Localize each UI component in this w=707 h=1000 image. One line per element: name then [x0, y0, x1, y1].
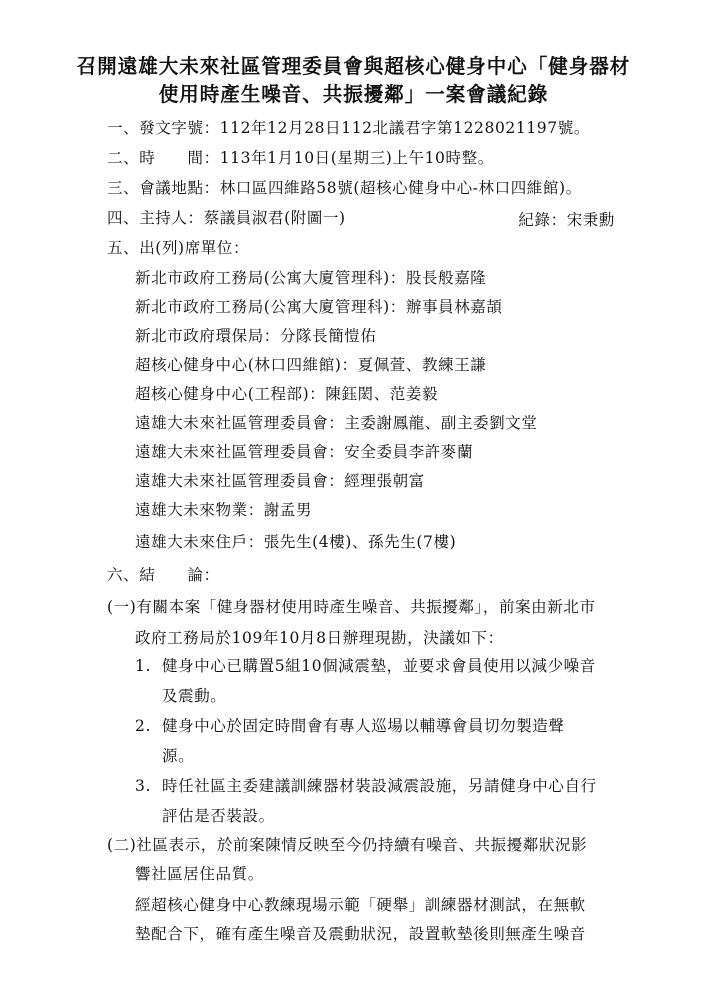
resolution-item-cont: 評估是否裝設。 [162, 807, 275, 825]
conclusion-paragraph-2: (二)社區表示，於前案陳情反映至今仍持續有噪音、共振擾鄰狀況影 [107, 836, 588, 854]
resolution-item: 健身中心已購置5組10個減震墊，並要求會員使用以減少噪音 [162, 657, 596, 675]
resolution-number: 1. [135, 657, 151, 675]
conclusion-paragraph-3: 經超核心健身中心教練現場示範「硬舉」訓練器材測試，在無軟 [135, 896, 586, 914]
resolution-item: 時任社區主委建議訓練器材裝設減震設施，另請健身中心自行 [162, 777, 597, 795]
resolution-number: 2. [135, 717, 151, 735]
conclusion-paragraph-2-cont: 響社區居住品質。 [135, 865, 264, 883]
chairperson-line: 四、主持人：蔡議員淑君(附圖一) [107, 209, 346, 227]
attendee-item: 新北市政府工務局(公寓大廈管理科)：股長般嘉隆 [135, 269, 487, 287]
attendee-item: 新北市政府環保局：分隊長簡愷佑 [135, 327, 377, 345]
attendee-item: 遠雄大未來住戶：張先生(4樓)、孫先生(7樓) [135, 533, 457, 551]
document-number-line: 一、發文字號：112年12月28日112北議君字第1228021197號。 [107, 119, 590, 137]
document-title-line-1: 召開遠雄大未來社區管理委員會與超核心健身中心「健身器材 [76, 54, 631, 78]
resolution-item-cont: 源。 [162, 747, 195, 765]
conclusion-paragraph-1-cont: 政府工務局於109年10月8日辦理現勘，決議如下： [135, 629, 504, 647]
resolution-number: 3. [135, 777, 151, 795]
conclusion-heading: 六、結 論： [107, 566, 220, 584]
resolution-item-cont: 及震動。 [162, 687, 227, 705]
conclusion-paragraph-3-cont: 墊配合下，確有產生噪音及震動狀況，設置軟墊後則無產生噪音 [135, 925, 586, 943]
attendee-item: 遠雄大未來社區管理委員會：主委謝鳳龍、副主委劉文堂 [135, 414, 538, 432]
attendee-item: 遠雄大未來社區管理委員會：安全委員李許麥蘭 [135, 443, 474, 461]
conclusion-paragraph-1: (一)有關本案「健身器材使用時產生噪音、共振擾鄰」，前案由新北市 [107, 598, 596, 616]
attendee-item: 遠雄大未來社區管理委員會：經理張朝富 [135, 472, 425, 490]
attendee-item: 超核心健身中心(林口四維館)：夏佩萱、教練王謙 [135, 356, 487, 374]
attendee-item: 超核心健身中心(工程部)：陳鈺閎、范姜毅 [135, 385, 439, 403]
attendees-heading: 五、出(列)席單位： [107, 239, 250, 257]
resolution-item: 健身中心於固定時間會有專人巡場以輔導會員切勿製造聲 [162, 717, 565, 735]
meeting-location-line: 三、會議地點：林口區四維路58號(超核心健身中心-林口四維館)。 [107, 179, 582, 197]
attendee-item: 遠雄大未來物業：謝孟男 [135, 501, 313, 519]
meeting-time-line: 二、時 間：113年1月10日(星期三)上午10時整。 [107, 149, 494, 167]
attendee-item: 新北市政府工務局(公寓大廈管理科)：辦事員林嘉頡 [135, 298, 503, 316]
recorder-line: 紀錄：宋秉勳 [518, 211, 615, 229]
document-title-line-2: 使用時產生噪音、共振擾鄰」一案會議紀錄 [158, 82, 549, 106]
